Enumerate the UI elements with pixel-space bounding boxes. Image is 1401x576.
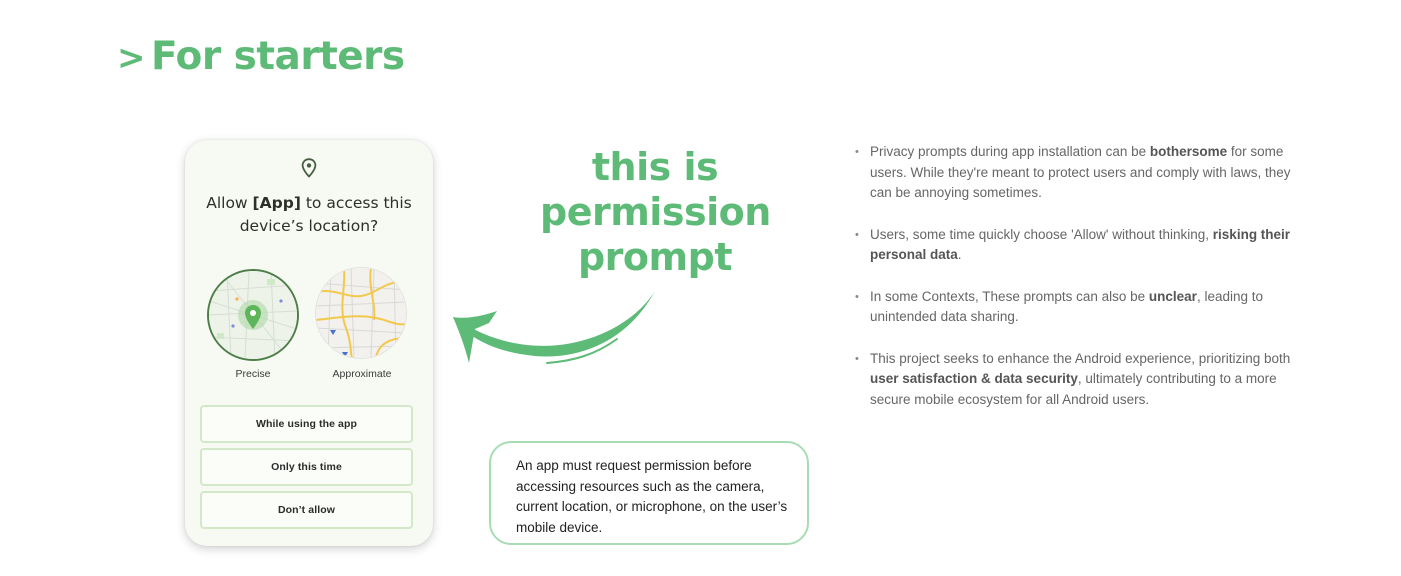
permission-dialog: [185, 140, 433, 546]
approximate-label: Approximate: [332, 368, 392, 380]
list-item: • In some Contexts, These prompts can also be unclear, leading to unintended data sharing.: [855, 287, 1295, 328]
precise-location-option[interactable]: [207, 269, 299, 361]
callout-line-2: permission: [540, 190, 771, 234]
list-item: • This project seeks to enhance the Android experience, prioritizing both user satisfaction & data security, ultimately contributing to a more secure mobile ecosystem for all Android users.: [855, 349, 1295, 411]
while-using-app-button[interactable]: While using the app: [200, 405, 413, 443]
title-app-name: [App]: [252, 194, 301, 212]
dialog-title: [197, 192, 421, 238]
page-title-text: For starters: [151, 34, 405, 79]
location-pin-icon: [301, 158, 317, 178]
info-note: An app must request permission before accessing resources such as the camera, current location, or microphone, on the user’s mobile device.: [489, 441, 809, 545]
callout-line-3: prompt: [577, 235, 732, 279]
key-points-list: [855, 142, 1295, 431]
list-item: • Users, some time quickly choose 'Allow' without thinking, risking their personal data.: [855, 225, 1295, 266]
approximate-location-option[interactable]: [316, 268, 406, 358]
approximate-map-image: [316, 268, 406, 358]
dont-allow-button[interactable]: Don’t allow: [200, 491, 413, 529]
list-item: • Privacy prompts during app installation can be bothersome for some users. While they're meant to protect users and comply with laws, they can be annoying sometimes.: [855, 142, 1295, 204]
curved-arrow-icon: [445, 285, 675, 380]
chevron-right-icon: >: [117, 38, 145, 78]
title-prefix: Allow: [206, 194, 253, 212]
precise-label: Precise: [235, 368, 271, 380]
title-suffix: to access this device’s location?: [239, 194, 412, 235]
precise-map-image: [209, 271, 297, 359]
page-title: [117, 34, 405, 79]
only-this-time-button[interactable]: Only this time: [200, 448, 413, 486]
callout-line-1: this is: [591, 145, 719, 189]
callout-text: [540, 145, 770, 280]
